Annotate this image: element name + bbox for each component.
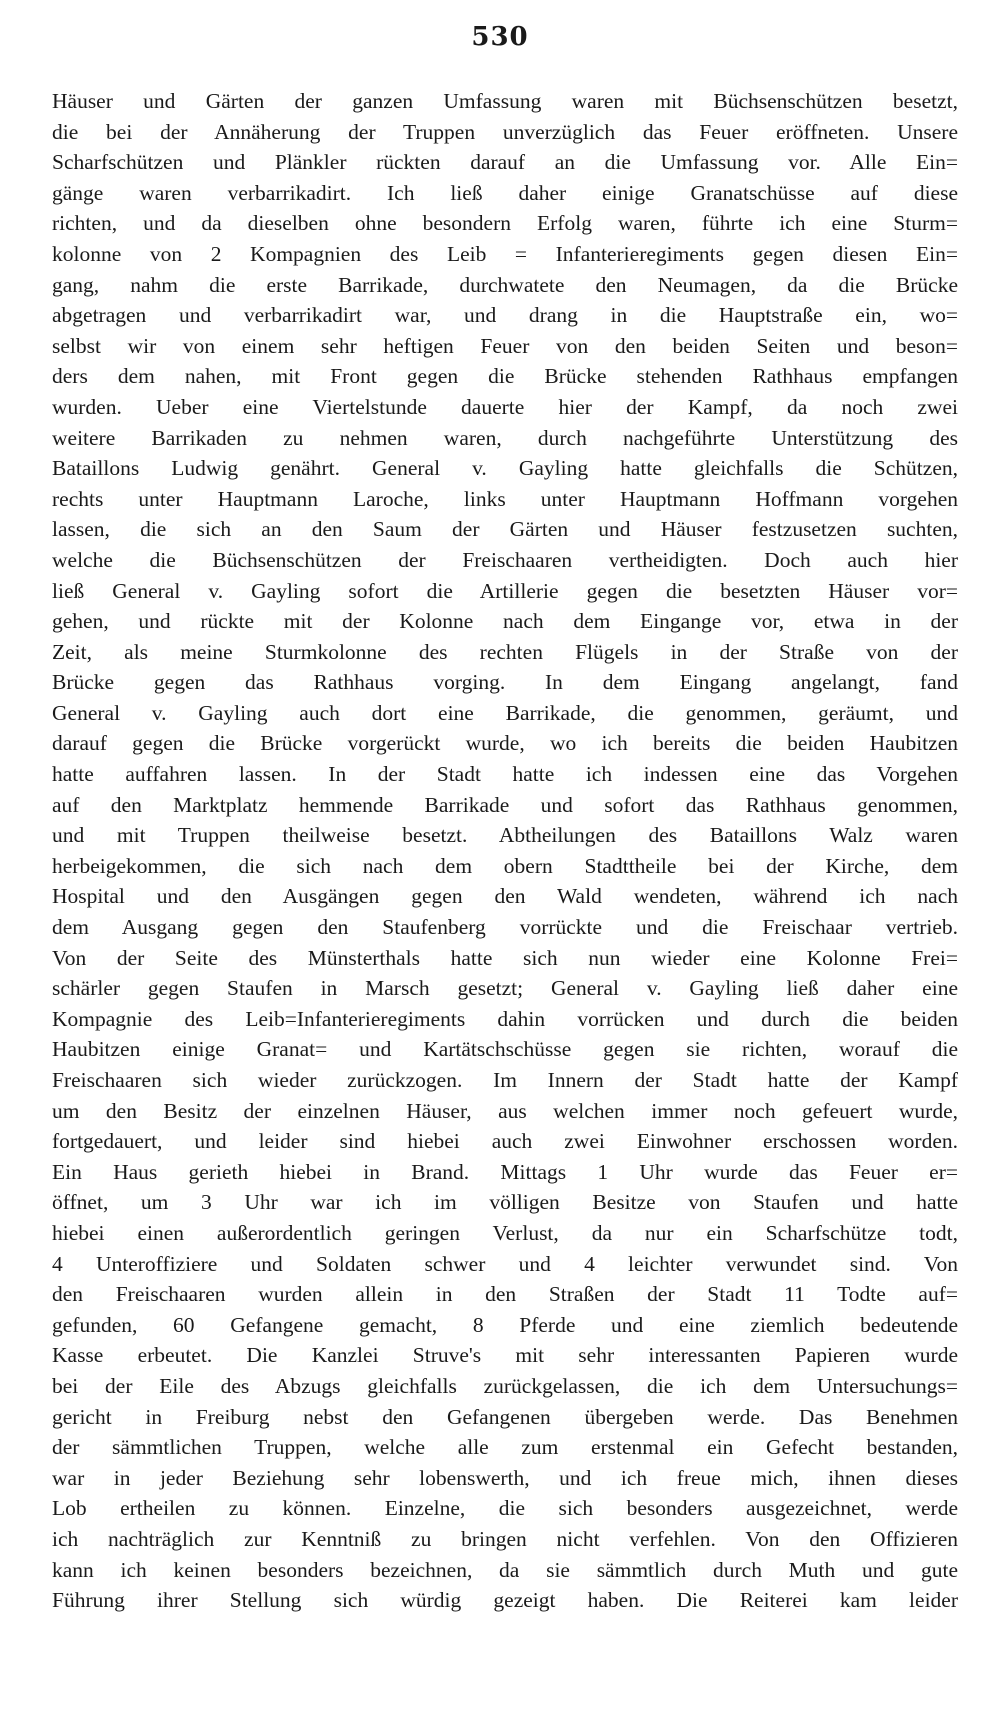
- text-line: ließ General v. Gayling sofort die Artillerie gegen die besetzten Häuser vor=: [52, 578, 958, 603]
- text-line: Haubitzen einige Granat= und Kartätschschüsse gegen sie richten, worauf die: [52, 1037, 958, 1062]
- page-number: 530: [471, 22, 529, 52]
- text-line: Von der Seite des Münsterthals hatte sich nun wieder eine Kolonne Frei=: [52, 945, 958, 970]
- text-line: gehen, und rückte mit der Kolonne nach dem Eingange vor, etwa in der: [52, 609, 958, 634]
- text-line: 4 Unteroffiziere und Soldaten schwer und 4 leichter verwundet sind. Von: [52, 1251, 958, 1276]
- text-line: hiebei einen außerordentlich geringen Verlust, da nur ein Scharfschütze todt,: [52, 1220, 958, 1245]
- text-line: Lob ertheilen zu können. Einzelne, die sich besonders ausgezeichnet, werde: [52, 1496, 958, 1521]
- text-line: weitere Barrikaden zu nehmen waren, durch nachgeführte Unterstützung des: [52, 425, 958, 450]
- text-line: bei der Eile des Abzugs gleichfalls zurückgelassen, die ich dem Untersuchungs=: [52, 1373, 958, 1398]
- text-line: herbeigekommen, die sich nach dem obern Stadttheile bei der Kirche, dem: [52, 853, 958, 878]
- text-line: der sämmtlichen Truppen, welche alle zum erstenmal ein Gefecht bestanden,: [52, 1435, 958, 1460]
- text-line: darauf gegen die Brücke vorgerückt wurde, wo ich bereits die beiden Haubitzen: [52, 731, 958, 756]
- text-line: Bataillons Ludwig genährt. General v. Gayling hatte gleichfalls die Schützen,: [52, 456, 958, 481]
- text-line: abgetragen und verbarrikadirt war, und drang in die Hauptstraße ein, wo=: [52, 303, 958, 328]
- text-line: kolonne von 2 Kompagnien des Leib = Infanterieregiments gegen diesen Ein=: [52, 241, 958, 266]
- text-line: Zeit, als meine Sturmkolonne des rechten Flügels in der Straße von der: [52, 639, 958, 664]
- text-line: Hospital und den Ausgängen gegen den Wald wendeten, während ich nach: [52, 884, 958, 909]
- text-line: Häuser und Gärten der ganzen Umfassung waren mit Büchsenschützen besetzt,: [52, 89, 958, 113]
- text-line: schärler gegen Staufen in Marsch gesetzt; General v. Gayling ließ daher eine: [52, 976, 958, 1001]
- text-line: Ein Haus gerieth hiebei in Brand. Mittags 1 Uhr wurde das Feuer er=: [52, 1159, 958, 1184]
- body-text: [52, 86, 958, 1616]
- text-line: öffnet, um 3 Uhr war ich im völligen Besitze von Staufen und hatte: [52, 1190, 958, 1215]
- text-line: war in jeder Beziehung sehr lobenswerth, und ich freue mich, ihnen dieses: [52, 1465, 958, 1490]
- text-line: lassen, die sich an den Saum der Gärten und Häuser festzusetzen suchten,: [52, 517, 958, 542]
- text-line: fortgedauert, und leider sind hiebei auch zwei Einwohner erschossen worden.: [52, 1129, 958, 1154]
- text-line: gang, nahm die erste Barrikade, durchwatete den Neumagen, da die Brücke: [52, 272, 958, 297]
- text-line: Kasse erbeutet. Die Kanzlei Struve's mit sehr interessanten Papieren wurde: [52, 1343, 958, 1368]
- text-line: und mit Truppen theilweise besetzt. Abtheilungen des Bataillons Walz waren: [52, 823, 958, 848]
- text-line: hatte auffahren lassen. In der Stadt hatte ich indessen eine das Vorgehen: [52, 762, 958, 787]
- text-line: Freischaaren sich wieder zurückzogen. Im Innern der Stadt hatte der Kampf: [52, 1068, 958, 1092]
- text-line: Kompagnie des Leib=Infanterieregiments dahin vorrücken und durch die beiden: [52, 1006, 958, 1031]
- text-line: welche die Büchsenschützen der Freischaaren vertheidigten. Doch auch hier: [52, 547, 958, 572]
- text-line: gänge waren verbarrikadirt. Ich ließ daher einige Granatschüsse auf diese: [52, 180, 958, 205]
- text-line: gefunden, 60 Gefangene gemacht, 8 Pferde und eine ziemlich bedeutende: [52, 1312, 958, 1337]
- text-line: gericht in Freiburg nebst den Gefangenen übergeben werde. Das Benehmen: [52, 1404, 958, 1429]
- text-line: um den Besitz der einzelnen Häuser, aus welchen immer noch gefeuert wurde,: [52, 1098, 958, 1123]
- text-line: die bei der Annäherung der Truppen unverzüglich das Feuer eröffneten. Unsere: [52, 119, 958, 144]
- text-line: dem Ausgang gegen den Staufenberg vorrückte und die Freischaar vertrieb.: [52, 915, 958, 940]
- text-line: ich nachträglich zur Kenntniß zu bringen nicht verfehlen. Von den Offizieren: [52, 1526, 958, 1551]
- text-line: wurden. Ueber eine Viertelstunde dauerte hier der Kampf, da noch zwei: [52, 394, 958, 419]
- text-line: selbst wir von einem sehr heftigen Feuer von den beiden Seiten und beson=: [52, 333, 958, 358]
- text-line: kann ich keinen besonders bezeichnen, da sie sämmtlich durch Muth und gute: [52, 1557, 958, 1582]
- text-line: Führung ihrer Stellung sich würdig gezeigt haben. Die Reiterei kam leider: [52, 1588, 958, 1613]
- text-line: auf den Marktplatz hemmende Barrikade und sofort das Rathhaus genommen,: [52, 792, 958, 817]
- text-line: General v. Gayling auch dort eine Barrikade, die genommen, geräumt, und: [52, 700, 958, 725]
- text-line: Scharfschützen und Plänkler rückten darauf an die Umfassung vor. Alle Ein=: [52, 150, 958, 175]
- text-line: richten, und da dieselben ohne besondern Erfolg waren, führte ich eine Sturm=: [52, 211, 958, 236]
- text-line: Brücke gegen das Rathhaus vorging. In dem Eingang angelangt, fand: [52, 670, 958, 695]
- text-line: den Freischaaren wurden allein in den Straßen der Stadt 11 Todte auf=: [52, 1282, 958, 1307]
- text-line: rechts unter Hauptmann Laroche, links unter Hauptmann Hoffmann vorgehen: [52, 486, 958, 511]
- text-line: ders dem nahen, mit Front gegen die Brücke stehenden Rathhaus empfangen: [52, 364, 958, 389]
